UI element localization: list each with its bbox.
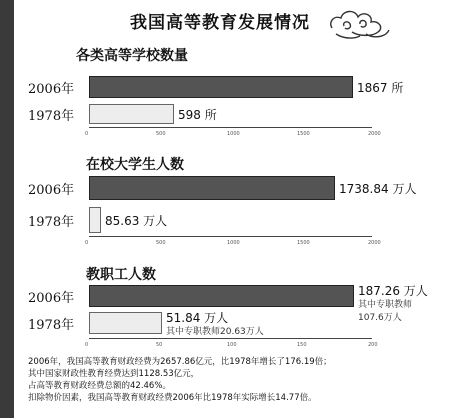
value-label: 51.84 万人 [166, 311, 229, 325]
bar [89, 104, 174, 124]
x-tick-label: 100 [227, 342, 237, 348]
category-label: 2006年 [28, 291, 75, 306]
x-axis-line [89, 338, 372, 339]
bar [89, 76, 353, 98]
x-tick-label: 50 [156, 342, 163, 348]
x-tick-label: 1500 [297, 240, 310, 246]
cloud-ornament-icon [326, 6, 394, 42]
note-line-3: 占高等教育财政经费总额的42.46%。 [28, 381, 171, 391]
category-label: 1978年 [28, 318, 75, 333]
category-label: 2006年 [28, 82, 75, 97]
page-title: 我国高等教育发展情况 [130, 13, 310, 33]
category-label: 2006年 [28, 183, 75, 198]
chart-title: 在校大学生人数 [86, 157, 184, 173]
left-spine-bar [0, 0, 14, 418]
category-label: 1978年 [28, 215, 75, 230]
x-axis-line [89, 127, 372, 128]
value-label: 1867 所 [357, 81, 404, 95]
value-label: 187.26 万人 [358, 284, 428, 298]
note-line-1: 2006年，我国高等教育财政经费为2657.86亿元，比1978年增长了176.19倍； [28, 357, 332, 367]
x-tick-label: 1500 [297, 131, 310, 137]
bar [89, 176, 335, 200]
x-tick-label: 500 [156, 240, 166, 246]
value-label: 85.63 万人 [105, 214, 168, 228]
bar [89, 207, 101, 233]
x-tick-label: 1000 [227, 240, 240, 246]
category-label: 1978年 [28, 109, 75, 124]
chart-title: 各类高等学校数量 [76, 48, 188, 64]
x-tick-label: 2000 [368, 240, 381, 246]
x-tick-label: 0 [85, 342, 89, 348]
x-tick-label: 150 [297, 342, 307, 348]
x-tick-label: 0 [85, 240, 89, 246]
bar [89, 285, 354, 307]
value-label: 598 所 [178, 108, 217, 122]
note-line-2: 其中国家财政性教育经费达到1128.53亿元， [28, 369, 200, 379]
sub-label: 其中专职教师20.63万人 [166, 327, 264, 337]
bar [89, 312, 162, 334]
x-tick-label: 200 [368, 342, 378, 348]
value-label: 1738.84 万人 [339, 182, 417, 196]
sub-label: 其中专职教师 107.6万人 [358, 300, 413, 323]
chart-title: 教职工人数 [86, 267, 156, 283]
x-tick-label: 500 [156, 131, 166, 137]
x-axis-line [89, 236, 372, 237]
x-tick-label: 2000 [368, 131, 381, 137]
x-tick-label: 1000 [227, 131, 240, 137]
note-line-4: 扣除物价因素，我国高等教育财政经费2006年比1978年实际增长14.77倍。 [28, 393, 317, 403]
x-tick-label: 0 [85, 131, 89, 137]
